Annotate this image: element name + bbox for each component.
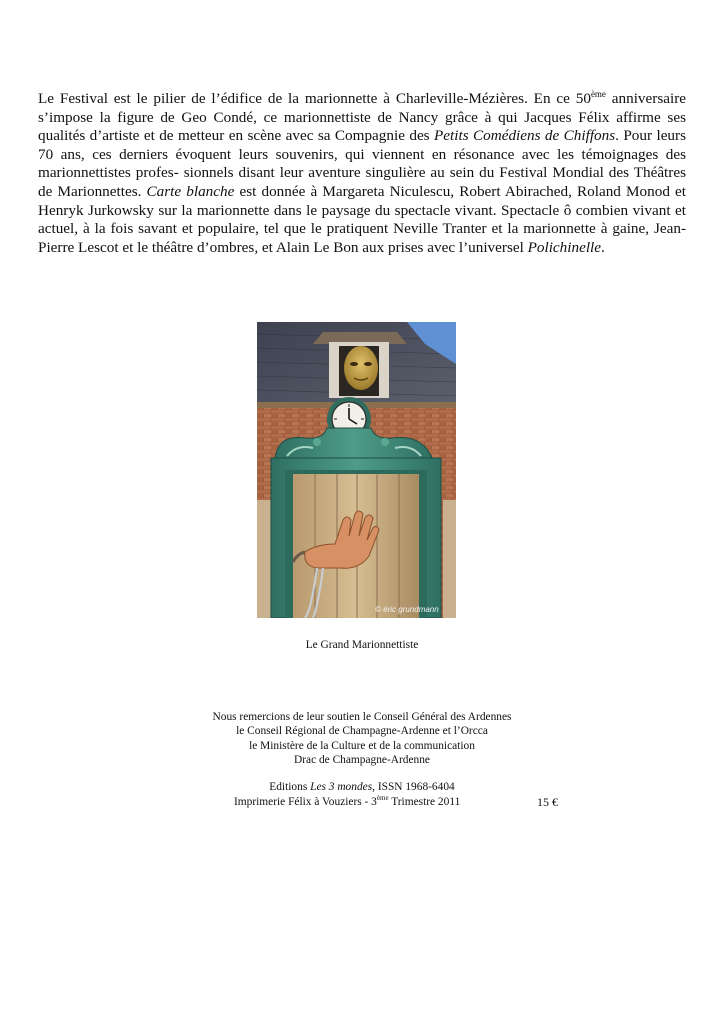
printer-line bbox=[234, 796, 460, 808]
price: 15 € bbox=[537, 795, 558, 809]
acknowledgement-line: Nous remercions de leur soutien le Conseil Général des Ardennes bbox=[212, 711, 512, 723]
edition-line bbox=[0, 780, 724, 795]
photo-caption: Le Grand Marionnettiste bbox=[305, 639, 419, 651]
text-run: Editions bbox=[269, 781, 311, 793]
text-run: . Pour leurs 70 ans, ces derniers évoquent leurs souvenirs, qui viennent en résonance avec les témoignages des marionnettistes profes- sionnels disant leur aventure singulière au sein du Festival Mondial des Théâtres de Marionnettes. bbox=[38, 127, 686, 200]
carte-blanche-text: Carte blanche bbox=[146, 182, 235, 200]
acknowledgement-line: le Conseil Régional de Champagne-Ardenne et l’Orcca bbox=[236, 725, 488, 738]
text-run: anniversaire s’impose la figure de Geo Condé, ce marionnettiste de Nancy grâce à qui Jacques Félix affirme ses qualités d’artiste et de metteur en scène avec sa Compagnie des bbox=[38, 90, 686, 145]
acknowledgement-line: le Ministère de la Culture et de la communication bbox=[249, 739, 475, 752]
intro-paragraph bbox=[38, 90, 686, 257]
publisher-name: Les 3 mondes bbox=[310, 781, 373, 793]
photo-credit: © éric grundmann bbox=[375, 605, 439, 614]
text-run: Imprimerie Félix à Vouziers - 3 bbox=[234, 796, 377, 808]
superscript: ème bbox=[590, 89, 606, 99]
acknowledgements bbox=[0, 710, 724, 768]
acknowledgement-line: Drac de Champagne-Ardenne bbox=[294, 754, 430, 767]
superscript: ème bbox=[376, 794, 389, 802]
polichinelle-text: Polichinelle bbox=[527, 238, 602, 256]
grand-marionnettiste-photo bbox=[257, 322, 456, 618]
text-run: Le Festival est le pilier de l’édifice de la marionnette à Charleville-Mézières. En ce 50 bbox=[38, 90, 591, 107]
text-run: est donnée à Margareta Niculescu, Robert Abirached, Roland Monod et Henryk Jurkowsky sur la marionnette dans le paysage du spectacle vivant. Spectacle ô combien vivant et actuel, à la fois savant et populaire, tel que le pratiquent Neville Tranter et la marionnette à gaine, Jean-Pierre Lescot et le théâtre d’ombres, et Alain Le Bon aux prises avec l’universel bbox=[38, 182, 686, 256]
company-name: Petits Comédiens de Chiffons bbox=[434, 127, 616, 145]
text-run: . bbox=[601, 238, 605, 256]
text-run: , ISSN 1968-6404 bbox=[372, 781, 455, 793]
text-run: Trimestre 2011 bbox=[388, 796, 461, 808]
